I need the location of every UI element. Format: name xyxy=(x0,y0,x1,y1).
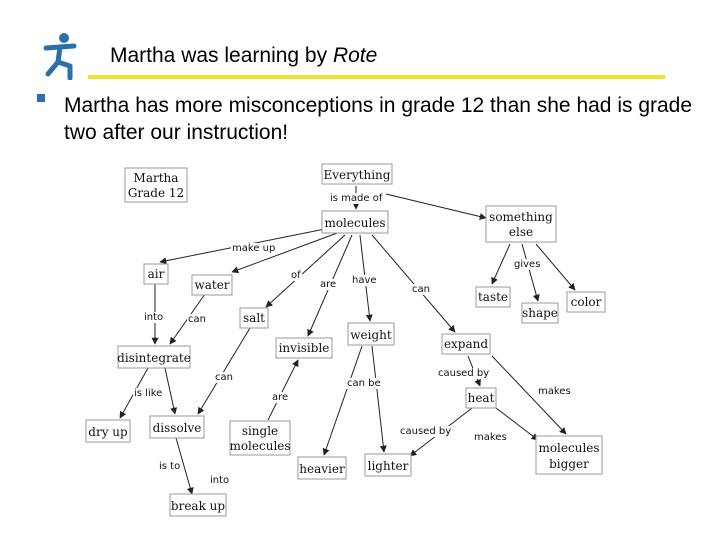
edge-weight-lighter xyxy=(372,346,384,452)
link-are: are xyxy=(320,279,337,290)
edge-weight-heavier xyxy=(324,346,362,455)
node-label: molecules xyxy=(324,216,386,230)
node-single-molecules xyxy=(229,421,290,455)
link-are-single: are xyxy=(272,392,289,403)
node-label: lighter xyxy=(367,459,409,473)
node-label: taste xyxy=(477,290,509,304)
node-label: air xyxy=(147,267,165,281)
node-label: weight xyxy=(350,328,392,342)
slide-title-prefix: Martha was learning by xyxy=(110,44,333,67)
edge-molecules-salt xyxy=(266,235,345,307)
node-label: molecules xyxy=(229,439,291,453)
node-molecules xyxy=(322,211,388,233)
node-label: Martha xyxy=(133,171,179,185)
edge-something-else-shape xyxy=(522,244,538,301)
node-label: dissolve xyxy=(152,421,202,435)
node-weight xyxy=(348,323,394,345)
link-makes-heat: makes xyxy=(474,432,507,443)
edge-salt-dissolve xyxy=(198,328,250,414)
node-shape xyxy=(522,303,558,323)
node-label: shape xyxy=(522,306,558,320)
link-can-water: can xyxy=(188,314,206,325)
slide-title-emphasis: Rote xyxy=(332,44,378,67)
edge-something-else-color xyxy=(536,244,575,290)
bullet-text: Martha has more misconceptions in grade 12 than she had is grade two after our instruction! xyxy=(64,94,693,144)
node-everything xyxy=(322,164,392,184)
node-heavier xyxy=(298,457,346,479)
node-dry-up xyxy=(86,420,130,442)
node-label: molecules xyxy=(538,441,600,455)
link-into-break-up: into xyxy=(210,475,230,486)
link-is-to: is to xyxy=(159,461,181,472)
node-label: break up xyxy=(170,499,226,513)
node-label: water xyxy=(194,278,230,292)
link-of: of xyxy=(291,270,301,281)
node-dissolve xyxy=(150,416,204,438)
edge-disintegrate-dissolve xyxy=(165,368,175,414)
node-water xyxy=(192,275,232,295)
node-label: bigger xyxy=(549,457,589,471)
node-something-else xyxy=(486,206,556,242)
link-makes: makes xyxy=(538,386,571,397)
node-label: heavier xyxy=(299,462,345,476)
node-invisible xyxy=(276,338,332,358)
link-can-be: can be xyxy=(347,378,381,389)
node-break-up xyxy=(170,494,226,516)
link-into: into xyxy=(144,312,164,323)
link-caused-by-heat: caused by xyxy=(400,426,452,437)
link-have: have xyxy=(352,275,377,286)
node-label: Grade 12 xyxy=(127,186,185,200)
node-taste xyxy=(476,287,510,307)
edge-single-molecules-invisible xyxy=(268,360,298,420)
node-disintegrate xyxy=(117,346,191,368)
node-label: dry up xyxy=(88,425,128,439)
node-color xyxy=(567,292,605,312)
link-is-made-of: is made of xyxy=(330,193,383,204)
link-caused-by: caused by xyxy=(438,368,490,379)
node-label: heat xyxy=(467,391,495,405)
node-label: disintegrate xyxy=(117,351,191,365)
node-label: color xyxy=(570,295,602,309)
node-label: something xyxy=(489,210,553,224)
node-heat xyxy=(466,388,496,408)
node-label: Everything xyxy=(323,168,391,182)
node-air xyxy=(144,264,168,284)
node-label: salt xyxy=(243,311,265,325)
link-can-salt: can xyxy=(215,372,233,383)
edge-something-else-taste xyxy=(492,244,510,284)
link-make-up: make up xyxy=(232,243,276,254)
link-can: can xyxy=(412,284,430,295)
node-label: single xyxy=(241,424,279,438)
node-label: expand xyxy=(443,337,489,351)
edge-everything-something-else xyxy=(386,194,486,218)
node-label: invisible xyxy=(278,341,330,355)
node-martha-grade-12 xyxy=(125,168,187,202)
link-gives: gives xyxy=(514,259,541,270)
node-molecules-bigger xyxy=(536,436,602,474)
node-salt xyxy=(240,308,268,328)
node-lighter xyxy=(365,454,411,476)
link-is-like: is like xyxy=(134,388,163,399)
node-label: else xyxy=(508,225,534,239)
node-expand xyxy=(442,334,490,354)
